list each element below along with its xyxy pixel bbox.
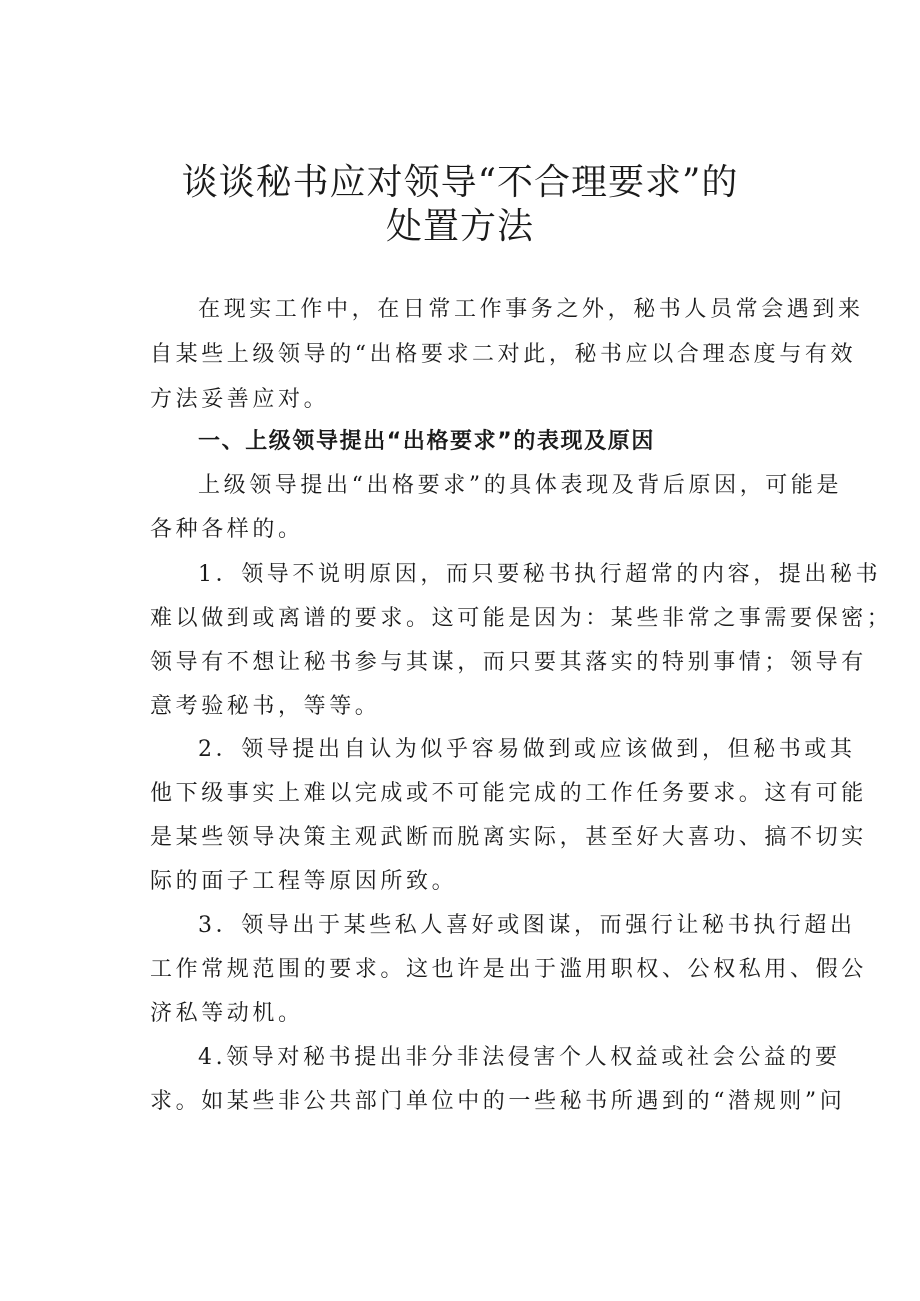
section-heading-1: 一、上级领导提出“出格要求”的表现及原因 — [198, 429, 655, 454]
item-3-line-3: 济私等动机。 — [150, 1001, 304, 1026]
paragraph-2-line-2: 各种各样的。 — [150, 517, 304, 542]
item-2-line-3: 是某些领导决策主观武断而脱离实际，甚至好大喜功、搞不切实 — [150, 825, 867, 850]
item-3-line-2: 工作常规范围的要求。这也许是出于滥用职权、公权私用、假公 — [150, 957, 867, 982]
paragraph-1-line-1: 在现实工作中，在日常工作事务之外，秘书人员常会遇到来 — [198, 297, 864, 322]
item-3-line-1: 3．领导出于某些私人喜好或图谋，而强行让秘书执行超出 — [198, 913, 856, 938]
paragraph-1-line-2: 自某些上级领导的“出格要求二对此，秘书应以合理态度与有效 — [150, 342, 857, 367]
item-2-line-1: 2．领导提出自认为似乎容易做到或应该做到，但秘书或其 — [198, 737, 856, 762]
item-1-line-4: 意考验秘书，等等。 — [150, 694, 381, 719]
item-2-line-4: 际的面子工程等原因所致。 — [150, 869, 458, 894]
paragraph-2-line-1: 上级领导提出“出格要求”的具体表现及背后原因，可能是 — [198, 473, 843, 498]
paragraph-1-line-3: 方法妥善应对。 — [150, 387, 330, 412]
item-2-line-2: 他下级事实上难以完成或不可能完成的工作任务要求。这有可能 — [150, 781, 867, 806]
item-1-line-3: 领导有不想让秘书参与其谋，而只要其落实的特别事情；领导有 — [150, 650, 867, 675]
document-title-line-2: 处置方法 — [385, 206, 534, 247]
item-4-line-1: 4.领导对秘书提出非分非法侵害个人权益或社会公益的要 — [198, 1045, 841, 1070]
document-title-line-1: 谈谈秘书应对领导“不合理要求”的 — [181, 162, 739, 203]
item-1-line-1: 1．领导不说明原因，而只要秘书执行超常的内容，提出秘书 — [198, 562, 882, 587]
item-4-line-2: 求。如某些非公共部门单位中的一些秘书所遇到的“潜规则”问 — [150, 1089, 846, 1114]
item-1-line-2: 难以做到或离谱的要求。这可能是因为：某些非常之事需要保密； — [150, 606, 893, 631]
